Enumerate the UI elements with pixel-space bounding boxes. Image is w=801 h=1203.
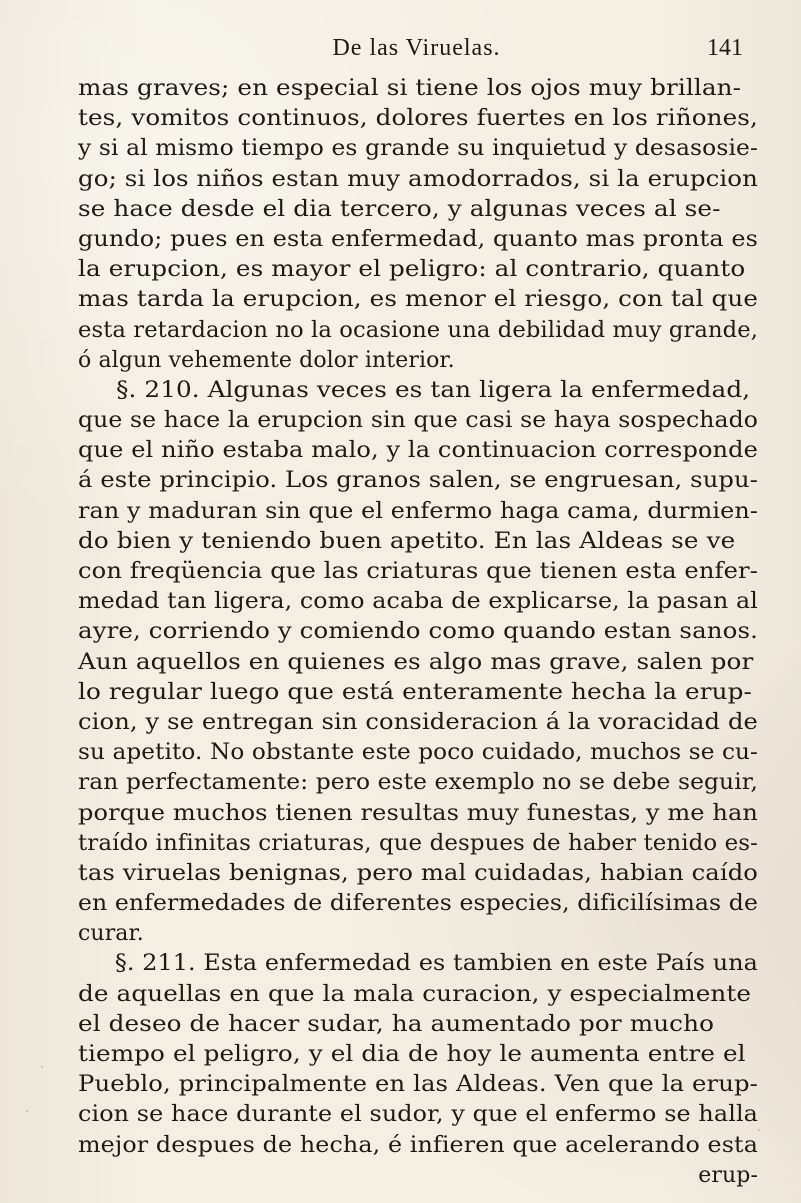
text-line-22: cion, y se entregan sin consideracion á la voracidad de (78, 709, 758, 735)
paper-speck (758, 1129, 760, 1131)
text-line-19: ayre, corriendo y comiendo como quando estan sanos. (78, 619, 758, 645)
text-line-33: tiempo el peligro, y el dia de hoy le aumenta entre el (78, 1042, 746, 1067)
text-line-4: go; si los niños estan muy amodorrados, si la erupcion (78, 166, 758, 192)
text-line-34: Pueblo, principalmente en las Aldeas. Ven que la erup- (78, 1072, 758, 1098)
text-line-31: de aquellas en que la mala curacion, y especialmente (78, 981, 752, 1007)
text-line-6: gundo; pues en esta enfermedad, quanto mas pronta es (78, 226, 758, 252)
text-line-5: se hace desde el dia tercero, y algunas veces al se- (78, 196, 721, 222)
text-line-1: mas graves; en especial si tiene los ojos muy brillan- (78, 76, 742, 101)
body-text (78, 74, 758, 1191)
text-line-9: esta retardacion no la ocasione una debilidad muy grande, (78, 317, 758, 343)
text-line-12: que se hace la erupcion sin que casi se haya sospechado (78, 408, 758, 434)
text-line-15: ran y maduran sin que el enfermo haga cama, durmien- (78, 498, 758, 524)
paper-speck (41, 1066, 43, 1068)
text-line-10: ó algun vehemente dolor interior. (78, 347, 455, 373)
text-line-25: porque muchos tienen resultas muy funestas, y me han (78, 800, 758, 826)
text-line-23: su apetito. No obstante este poco cuidado, muchos se cu- (78, 740, 759, 766)
page-number: 141 (707, 35, 743, 61)
text-line-11: §. 210. Algunas veces es tan ligera la enfermedad, (116, 377, 751, 403)
text-line-7: la erupcion, es mayor el peligro: al contrario, quanto (78, 257, 746, 283)
text-line-21: lo regular luego que está enteramente hecha la erup- (78, 679, 752, 705)
text-line-28: en enfermedades de diferentes especies, dificilísimas de (78, 891, 758, 917)
text-line-17: con freqüencia que las criaturas que tienen esta enfer- (78, 559, 758, 584)
text-line-30: §. 211. Esta enfermedad es tambien en este País una (114, 951, 759, 977)
text-line-27: tas viruelas benignas, pero mal cuidadas, habian caído (78, 860, 758, 886)
page-header (78, 28, 755, 68)
text-line-8: mas tarda la erupcion, es menor el riesgo, con tal que (78, 287, 758, 313)
running-title: De las Viruelas. (332, 35, 501, 61)
text-line-36: mejor despues de hecha, é infieren que acelerando esta (78, 1132, 758, 1158)
text-line-2: tes, vomitos continuos, dolores fuertes en los riñones, (78, 106, 758, 132)
text-line-29: curar. (78, 921, 144, 947)
text-line-16: do bien y teniendo buen apetito. En las Aldeas se ve (78, 528, 736, 554)
text-line-3: y si al mismo tiempo es grande su inquietud y desasosie- (78, 136, 758, 162)
paper-speck (26, 1110, 28, 1112)
text-line-24: ran perfectamente: pero este exemplo no se debe seguir, (78, 770, 758, 796)
catchword: erup- (698, 1162, 758, 1188)
text-line-32: el deseo de hacer sudar, ha aumentado por mucho (78, 1011, 715, 1037)
text-line-20: Aun aquellos en quienes es algo mas grave, salen por (78, 649, 754, 675)
text-line-13: que el niño estaba malo, y la continuacion corresponde (78, 438, 758, 464)
text-line-14: á este principio. Los granos salen, se engruesan, supu- (78, 468, 758, 494)
text-line-26: traído infinitas criaturas, que despues de haber tenido es- (78, 830, 758, 856)
text-line-18: medad tan ligera, como acaba de explicarse, la pasan al (78, 589, 758, 615)
text-line-35: cion se hace durante el sudor, y que el enfermo se halla (78, 1102, 758, 1128)
